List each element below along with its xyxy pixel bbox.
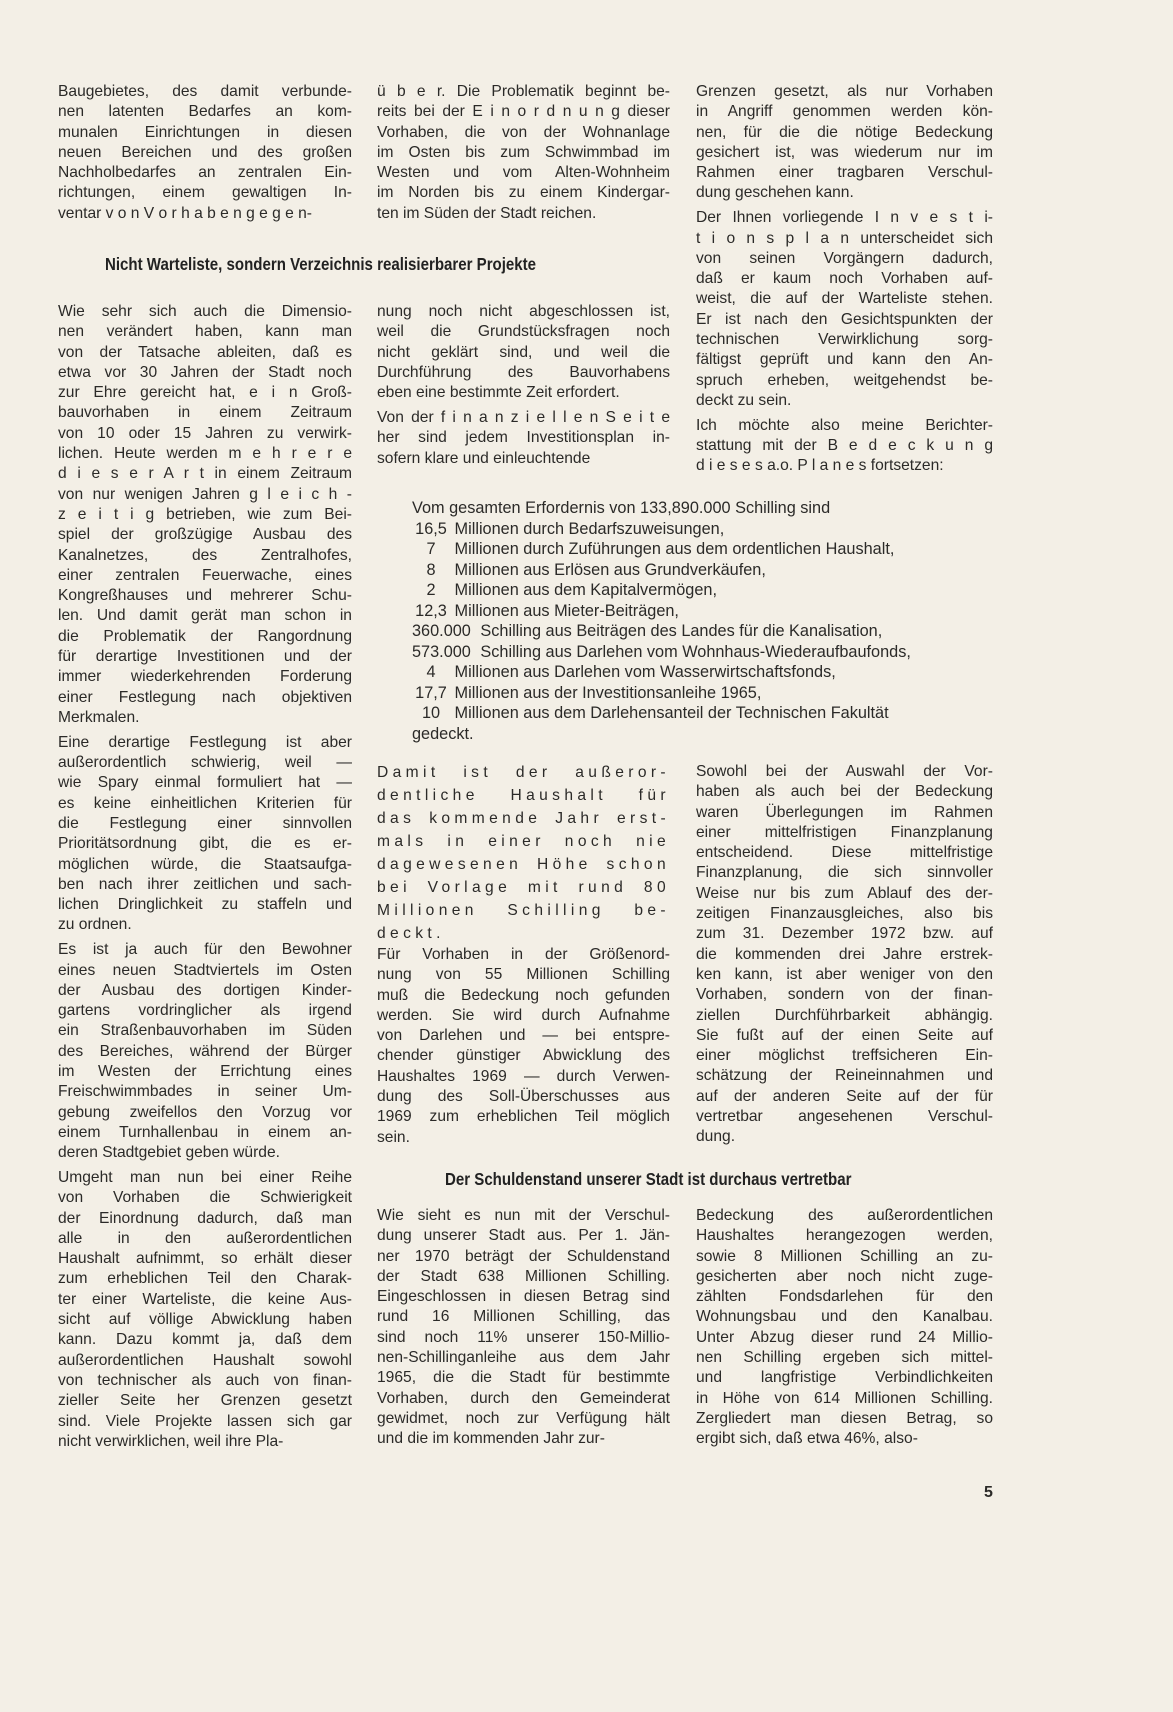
text-line: der Stadt 638 Millionen Schilling. bbox=[377, 1267, 670, 1285]
paragraph bbox=[58, 733, 352, 936]
text-line: fältigst geprüft und kann den An- bbox=[696, 351, 993, 369]
text-line: von nur wenigen Jahren g l e i c h - bbox=[58, 485, 352, 503]
text-line: Vorhaben, die von der Wohnanlage bbox=[377, 123, 670, 141]
text-line: Ich möchte also meine Berichter- bbox=[696, 416, 993, 434]
text-line: auf der anderen Seite auf der für bbox=[696, 1087, 993, 1105]
text-line: gebung zweifellos den Vorzug vor bbox=[58, 1103, 352, 1121]
text-line: immer wiederkehrenden Forderung bbox=[58, 668, 352, 686]
funding-amount: 4 bbox=[426, 663, 436, 681]
funding-list-item bbox=[412, 519, 911, 540]
text-line: stattung mit der B e d e c k u n g bbox=[696, 437, 993, 455]
text-line: Haushalt aufnimmt, so erhält dieser bbox=[58, 1250, 352, 1268]
text-line: lichen Dringlichkeit zu staffeln und bbox=[58, 896, 352, 914]
funding-source: Millionen aus Mieter-Beiträgen, bbox=[454, 601, 679, 620]
text-line: Wie sehr sich auch die Dimensio- bbox=[58, 303, 352, 320]
funding-amount: 8 bbox=[426, 560, 436, 579]
text-line: Zergliedert man diesen Betrag, so bbox=[696, 1409, 993, 1427]
text-line: und langfristige Verbindlichkeiten bbox=[696, 1369, 993, 1387]
middle-column-second-text bbox=[377, 302, 670, 469]
text-line: 1969 zum erheblichen Teil möglich bbox=[377, 1108, 670, 1126]
text-line: deckt. bbox=[377, 925, 445, 942]
text-line: Baugebietes, des damit verbunde- bbox=[58, 83, 352, 100]
text-line: für derartige Investitionen und der bbox=[58, 648, 352, 666]
text-line: Damit ist der außeror- bbox=[377, 764, 670, 781]
text-line: Unter Abzug dieser rund 24 Millio- bbox=[696, 1328, 993, 1346]
paragraph bbox=[696, 1206, 993, 1450]
text-line: dung des Soll-Überschusses aus bbox=[377, 1088, 670, 1106]
text-line: dagewesenen Höhe schon bbox=[377, 856, 670, 873]
text-line: von Darlehen und — bei entspre- bbox=[377, 1027, 670, 1045]
funding-list-item bbox=[412, 662, 911, 683]
left-column-main-text bbox=[58, 302, 352, 1452]
text-line: richtungen, einem gewaltigen In- bbox=[58, 184, 352, 202]
funding-amount: 573.000 bbox=[412, 642, 471, 661]
text-line: ü b e r. Die Problematik beginnt be- bbox=[377, 83, 670, 100]
paragraph bbox=[377, 945, 670, 1148]
text-line: vertretbar angesehenen Verschul- bbox=[696, 1108, 993, 1126]
text-line: lichen. Heute werden m e h r e r e bbox=[58, 445, 352, 463]
text-line: zählten Fondsdarlehen für den bbox=[696, 1288, 993, 1306]
text-line: werden. Sie wird durch Aufnahme bbox=[377, 1006, 670, 1024]
text-line: von Vorhaben die Schwierigkeit bbox=[58, 1189, 352, 1207]
text-line: von seinen Vorgängern dadurch, bbox=[696, 249, 993, 267]
top-left-column-text bbox=[58, 82, 352, 224]
text-line: her sind jedem Investitionsplan in- bbox=[377, 429, 670, 447]
section-heading-warteliste: Nicht Warteliste, sondern Verzeichnis realisierbarer Projekte bbox=[105, 254, 537, 274]
funding-list-item bbox=[412, 580, 911, 601]
text-line: des Bereiches, während der Bürger bbox=[58, 1042, 352, 1060]
funding-amount: 2 bbox=[426, 581, 436, 599]
funding-source: Schilling aus Beiträgen des Landes für die Kanalisation, bbox=[480, 622, 883, 640]
text-line: Nachholbedarfes an zentralen Ein- bbox=[58, 164, 352, 182]
paragraph bbox=[58, 1168, 352, 1452]
text-line: zeitigen Finanzausgleiches, also bis bbox=[696, 905, 993, 923]
funding-list-item bbox=[412, 683, 911, 704]
text-line: Vorhaben, sondern von der finan- bbox=[696, 986, 993, 1004]
text-line: spruch erheben, weitgehendst be- bbox=[696, 371, 993, 389]
text-line: zieller Seite her Grenzen gesetzt bbox=[58, 1392, 352, 1410]
text-line: nen verändert haben, kann man bbox=[58, 323, 352, 341]
text-line: nen latenten Bedarfes an kom- bbox=[58, 103, 352, 121]
text-line: die Festlegung einer sinnvollen bbox=[58, 814, 352, 832]
text-line: daß er kaum noch Vorhaben auf- bbox=[696, 270, 993, 288]
text-line: nen, für die die nötige Bedeckung bbox=[696, 123, 993, 141]
paragraph bbox=[377, 761, 670, 945]
paragraph bbox=[696, 82, 993, 204]
middle-column-emphasis-text bbox=[377, 761, 670, 945]
page-number: 5 bbox=[984, 1484, 993, 1501]
text-line: dung unserer Stadt aus. Per 1. Jän- bbox=[377, 1227, 670, 1245]
funding-list-item bbox=[412, 621, 911, 642]
funding-amount: 16,5 bbox=[415, 519, 447, 538]
text-line: gesichert ist, was wiederum nur im bbox=[696, 143, 993, 161]
text-line: Er ist nach den Gesichtspunkten der bbox=[696, 310, 993, 328]
text-line: alle in den außerordentlichen bbox=[58, 1229, 352, 1247]
funding-list-intro: Vom gesamten Erfordernis von 133,890.000 Schilling sind bbox=[412, 499, 831, 517]
text-line: gartens vordringlicher als irgend bbox=[58, 1002, 352, 1020]
funding-source: Millionen durch Bedarfszuweisungen, bbox=[454, 519, 725, 538]
text-line: d i e s e r A r t in einem Zeitraum bbox=[58, 465, 352, 483]
text-line: ventar v o n V o r h a b e n g e g e n- bbox=[58, 204, 312, 222]
text-line: Weise nur bis zum Ablauf des der- bbox=[696, 884, 993, 902]
funding-source: Millionen aus dem Kapitalvermögen, bbox=[454, 581, 717, 599]
text-line: zum 31. Dezember 1972 bzw. auf bbox=[696, 925, 993, 943]
text-line: Wohnungsbau und den Kanalbau. bbox=[696, 1308, 993, 1326]
paragraph bbox=[58, 302, 352, 728]
paragraph bbox=[696, 416, 993, 477]
text-line: Haushaltes herangezogen werden, bbox=[696, 1227, 993, 1245]
text-line: sein. bbox=[377, 1128, 410, 1146]
text-line: zur Ehre gereicht hat, e i n Groß- bbox=[58, 384, 352, 402]
text-line: ein Straßenbauvorhaben im Süden bbox=[58, 1022, 352, 1040]
text-line: Der Ihnen vorliegende I n v e s t i- bbox=[696, 209, 993, 227]
text-line: Vorhaben, durch den Gemeinderat bbox=[377, 1389, 670, 1407]
text-line: in Höhe von 614 Millionen Schilling. bbox=[696, 1389, 993, 1407]
text-line: außerordentlich schwierig, weil — bbox=[58, 754, 352, 772]
funding-list-item bbox=[412, 642, 911, 663]
funding-amount: 7 bbox=[426, 540, 436, 558]
paragraph bbox=[377, 1206, 670, 1450]
text-line: Millionen Schilling be- bbox=[377, 902, 670, 919]
text-line: kann. Dazu kommt ja, daß dem bbox=[58, 1331, 352, 1349]
funding-list-item bbox=[412, 703, 911, 724]
text-line: ken kann, ist aber weniger von den bbox=[696, 965, 993, 983]
funding-list-item bbox=[412, 539, 911, 560]
text-line: muß die Bedeckung noch gefunden bbox=[377, 986, 670, 1004]
paragraph bbox=[377, 302, 670, 403]
text-line: entscheidend. Diese mittelfristige bbox=[696, 844, 993, 862]
text-line: len. Und damit gerät man schon in bbox=[58, 607, 352, 625]
text-line: z e i t i g betrieben, wie zum Bei- bbox=[58, 505, 352, 523]
text-line: nicht geklärt sind, und weil die bbox=[377, 343, 670, 361]
text-line: eines neuen Stadtviertels im Osten bbox=[58, 961, 352, 979]
text-line: rund 16 Millionen Schilling, das bbox=[377, 1308, 670, 1326]
text-line: sicht auf völlige Abwicklung haben bbox=[58, 1311, 352, 1329]
text-line: wie Spary einmal formuliert hat — bbox=[58, 774, 352, 792]
text-line: sofern klare und einleuchtende bbox=[377, 449, 591, 467]
text-line: von 10 oder 15 Jahren zu verwirk- bbox=[58, 424, 352, 442]
top-middle-column-text bbox=[377, 82, 670, 224]
text-line: Bedeckung des außerordentlichen bbox=[696, 1207, 993, 1224]
text-line: Merkmalen. bbox=[58, 708, 140, 726]
text-line: d i e s e s a.o. P l a n e s fortsetzen: bbox=[696, 457, 944, 475]
text-line: waren Überlegungen im Rahmen bbox=[696, 803, 993, 821]
bottom-right-column-text bbox=[696, 1206, 993, 1450]
text-line: gesicherten aber noch nicht zuge- bbox=[696, 1267, 993, 1285]
paragraph bbox=[696, 208, 993, 411]
text-line: einer mittelfristigen Finanzplanung bbox=[696, 823, 993, 841]
text-line: Freischwimmbades in seiner Um- bbox=[58, 1083, 352, 1101]
text-line: zum erheblichen Teil den Charak- bbox=[58, 1270, 352, 1288]
text-line: neuen Bereichen und des großen bbox=[58, 143, 352, 161]
text-line: chender günstiger Abwicklung des bbox=[377, 1047, 670, 1065]
text-line: nen Schilling ergeben sich mittel- bbox=[696, 1349, 993, 1367]
text-line: Prioritätsordnung gibt, die es er- bbox=[58, 835, 352, 853]
text-line: sind. Viele Projekte lassen sich gar bbox=[58, 1412, 352, 1430]
text-line: Es ist ja auch für den Bewohner bbox=[58, 941, 352, 959]
text-line: dung. bbox=[696, 1128, 736, 1146]
funding-list bbox=[412, 498, 911, 744]
text-line: Kanalnetzes, des Zentralhofes, bbox=[58, 546, 352, 564]
text-line: deren Stadtgebiet geben würde. bbox=[58, 1144, 280, 1162]
funding-source: Millionen aus Erlösen aus Grundverkäufen, bbox=[454, 560, 766, 579]
text-line: Sie fußt auf der einen Seite auf bbox=[696, 1026, 993, 1044]
text-line: von der Tatsache ableiten, daß es bbox=[58, 343, 352, 361]
text-line: nung noch nicht abgeschlossen ist, bbox=[377, 303, 670, 320]
text-line: der Einordnung dadurch, daß man bbox=[58, 1209, 352, 1227]
funding-list-item bbox=[412, 560, 911, 581]
text-line: im Westen der Errichtung eines bbox=[58, 1062, 352, 1080]
paragraph bbox=[696, 762, 993, 1148]
text-line: Kongreßhauses und mehrerer Schu- bbox=[58, 587, 352, 605]
text-line: einer Festlegung nach objektiven bbox=[58, 688, 352, 706]
text-line: technischen Verwirklichung sorg- bbox=[696, 331, 993, 349]
text-line: es keine einheitlichen Kriterien für bbox=[58, 794, 352, 812]
text-line: ergibt sich, daß etwa 46%, also- bbox=[696, 1430, 918, 1448]
text-line: das kommende Jahr erst- bbox=[377, 810, 670, 827]
text-line: ben nach ihrer zeitlichen und sach- bbox=[58, 875, 352, 893]
text-line: Eingeschlossen in diesen Betrag sind bbox=[377, 1288, 670, 1306]
text-line: spiel der großzügige Ausbau des bbox=[58, 526, 352, 544]
text-line: Haushaltes 1969 — durch Verwen- bbox=[377, 1067, 670, 1085]
text-line: bauvorhaben in einem Zeitraum bbox=[58, 404, 352, 422]
text-line: im Norden bis zu einem Kindergar- bbox=[377, 184, 670, 202]
text-line: sowie 8 Millionen Schilling an zu- bbox=[696, 1247, 993, 1265]
paragraph bbox=[377, 82, 670, 224]
text-line: von technischer als auch von finan- bbox=[58, 1371, 352, 1389]
text-line: bei Vorlage mit rund 80 bbox=[377, 879, 670, 896]
text-line: 1965, die die Stadt für bestimmte bbox=[377, 1369, 670, 1387]
text-line: Westen und vom Alten-Wohnheim bbox=[377, 164, 670, 182]
text-line: einer zentralen Feuerwache, eines bbox=[58, 566, 352, 584]
text-line: dentliche Haushalt für bbox=[377, 787, 670, 804]
text-line: außerordentlichen Haushalt sowohl bbox=[58, 1351, 352, 1369]
text-line: weist, die auf der Warteliste stehen. bbox=[696, 290, 993, 308]
text-line: munalen Einrichtungen in diesen bbox=[58, 123, 352, 141]
text-line: weil die Grundstücksfragen noch bbox=[377, 323, 670, 341]
text-line: Grenzen gesetzt, als nur Vorhaben bbox=[696, 83, 993, 100]
funding-source: Schilling aus Darlehen vom Wohnhaus-Wiederaufbaufonds, bbox=[480, 642, 911, 661]
text-line: möglichen würde, die Staatsaufga- bbox=[58, 855, 352, 873]
text-line: der Ausbau des dortigen Kinder- bbox=[58, 981, 352, 999]
text-line: t i o n s p l a n unterscheidet sich bbox=[696, 229, 993, 247]
text-line: einem Turnhallenbau in einem an- bbox=[58, 1123, 352, 1141]
text-line: Für Vorhaben in der Größenord- bbox=[377, 946, 670, 963]
text-line: im Osten bis zum Schwimmbad im bbox=[377, 143, 670, 161]
funding-amount: 12,3 bbox=[415, 601, 447, 620]
paragraph bbox=[58, 940, 352, 1163]
text-line: Umgeht man nun bei einer Reihe bbox=[58, 1168, 352, 1186]
top-right-column-text bbox=[696, 82, 993, 477]
text-line: Rahmen einer tragbaren Verschul- bbox=[696, 164, 993, 182]
right-column-third-text bbox=[696, 762, 993, 1148]
text-line: ter einer Warteliste, die keine Aus- bbox=[58, 1290, 352, 1308]
text-line: Finanzplanung, die sich sinnvoller bbox=[696, 864, 993, 882]
funding-source: Millionen aus der Investitionsanleihe 1965, bbox=[454, 683, 762, 702]
text-line: eben eine bestimmte Zeit erfordert. bbox=[377, 384, 620, 402]
text-line: reits bei der E i n o r d n u n g dieser bbox=[377, 103, 670, 121]
funding-source: Millionen durch Zuführungen aus dem ordentlichen Haushalt, bbox=[454, 540, 895, 558]
text-line: nung von 55 Millionen Schilling bbox=[377, 966, 670, 984]
paragraph bbox=[377, 408, 670, 469]
text-line: in Angriff genommen werden kön- bbox=[696, 103, 993, 121]
section-heading-schuldenstand: Der Schuldenstand unserer Stadt ist durchaus vertretbar bbox=[445, 1169, 852, 1189]
text-line: die Problematik der Rangordnung bbox=[58, 627, 352, 645]
text-line: Sowohl bei der Auswahl der Vor- bbox=[696, 763, 993, 780]
text-line: Von der f i n a n z i e l l e n S e i t e bbox=[377, 408, 670, 426]
text-line: und die im kommenden Jahr zur- bbox=[377, 1430, 605, 1448]
text-line: haben als auch bei der Bedeckung bbox=[696, 783, 993, 801]
text-line: mals in einer noch nie bbox=[377, 833, 670, 850]
paragraph bbox=[58, 82, 352, 224]
text-line: nen-Schillinganleihe aus dem Jahr bbox=[377, 1349, 670, 1367]
text-line: etwa vor 30 Jahren der Stadt noch bbox=[58, 363, 352, 381]
text-line: einer möglichst treffsicheren Ein- bbox=[696, 1047, 993, 1065]
funding-list-outro: gedeckt. bbox=[412, 724, 474, 743]
text-line: die kommenden drei Jahre erstrek- bbox=[696, 945, 993, 963]
text-line: Wie sieht es nun mit der Verschul- bbox=[377, 1207, 670, 1224]
text-line: ner 1970 beträgt der Schuldenstand bbox=[377, 1247, 670, 1265]
funding-amount: 10 bbox=[421, 704, 441, 722]
funding-list-item bbox=[412, 601, 911, 622]
funding-amount: 17,7 bbox=[415, 683, 447, 702]
middle-column-third-text bbox=[377, 945, 670, 1148]
text-line: Eine derartige Festlegung ist aber bbox=[58, 733, 352, 751]
funding-amount: 360.000 bbox=[412, 622, 471, 640]
funding-source: Millionen aus Darlehen vom Wasserwirtschaftsfonds, bbox=[454, 663, 836, 681]
text-line: sind noch 11% unserer 150-Millio- bbox=[377, 1328, 670, 1346]
text-line: nicht verwirklichen, weil ihre Pla- bbox=[58, 1432, 284, 1450]
text-line: zu ordnen. bbox=[58, 916, 132, 934]
text-line: ziellen Durchführbarkeit abhängig. bbox=[696, 1006, 993, 1024]
text-line: schätzung der Reineinnahmen und bbox=[696, 1067, 993, 1085]
text-line: gewidmet, noch zur Verfügung hält bbox=[377, 1409, 670, 1427]
text-line: ten im Süden der Stadt reichen. bbox=[377, 204, 597, 222]
text-line: dung geschehen kann. bbox=[696, 184, 854, 202]
text-line: deckt zu sein. bbox=[696, 391, 792, 409]
bottom-middle-column-text bbox=[377, 1206, 670, 1450]
funding-source: Millionen aus dem Darlehensanteil der Technischen Fakultät bbox=[454, 704, 889, 722]
text-line: Durchführung des Bauvorhabens bbox=[377, 363, 670, 381]
